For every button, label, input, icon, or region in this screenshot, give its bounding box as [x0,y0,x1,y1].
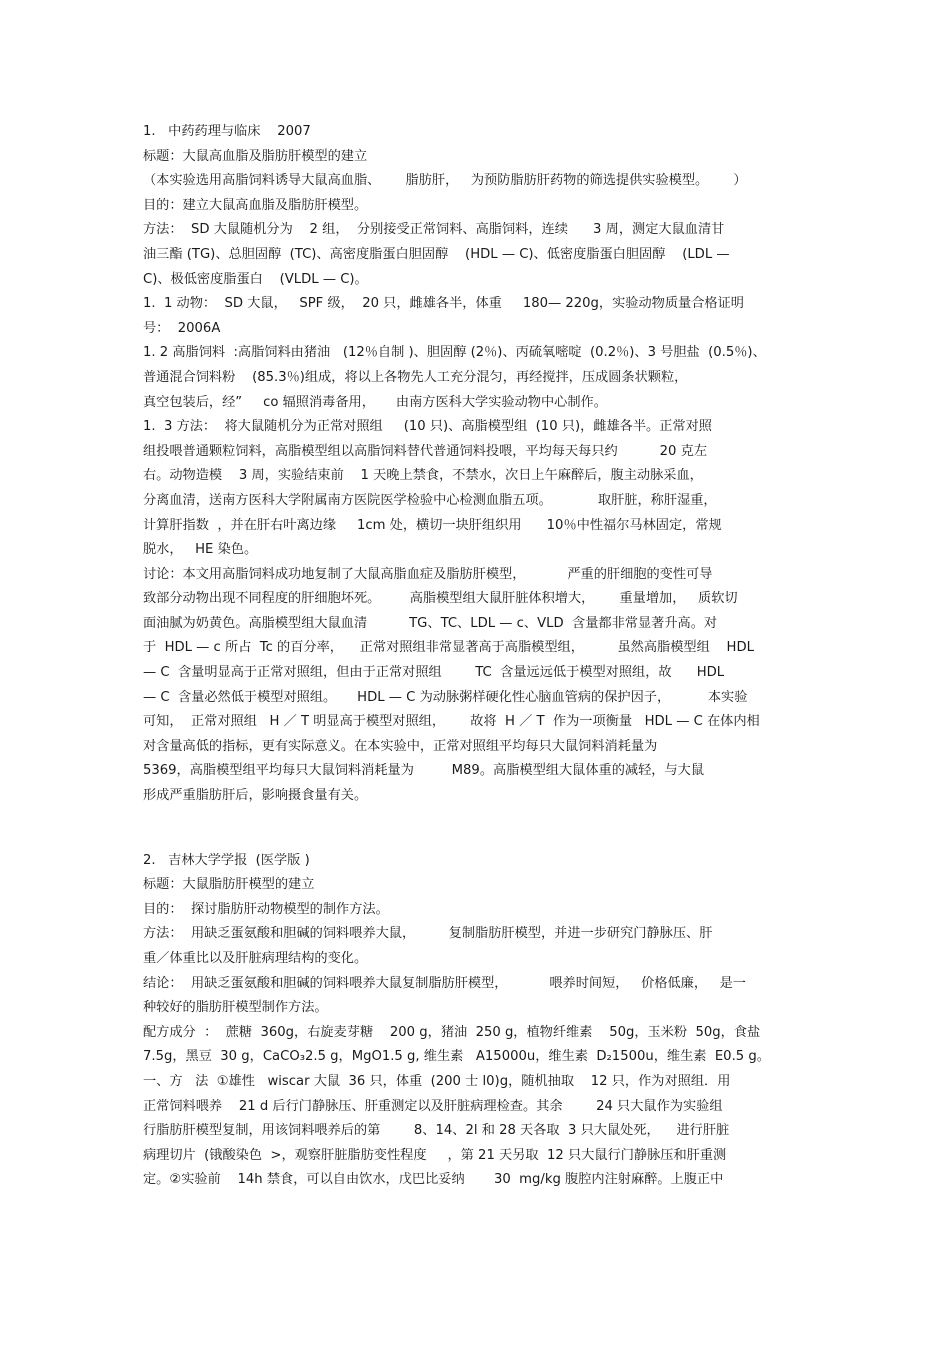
text-line: 讨论：本文用高脂饲料成功地复制了大鼠高脂血症及脂肪肝模型， 严重的肝细胞的变性可导 [143,566,713,582]
text-line: 标题：大鼠脂肪肝模型的建立 [143,877,315,893]
text-line: 分离血清，送南方医科大学附属南方医院医学检验中心检测血脂五项。 取肝脏，称肝湿重， [143,492,717,508]
text-line: — C 含量明显高于正常对照组，但由于正常对照组 TC 含量远远低于模型对照组，故 HDL [143,665,725,681]
text-line: 真空包装后，经” co 辐照消毒备用， 由南方医科大学实验动物中心制作。 [143,394,607,410]
text-line: 结论： 用缺乏蛋氨酸和胆碱的饲料喂养大鼠复制脂肪肝模型， 喂养时间短， 价格低廉， 是一 [143,975,746,991]
text-line: 定。②实验前 14h 禁食，可以自由饮水，戊巴比妥纳 30 mg/kg 腹腔内注射麻醉。上腹正中 [143,1172,724,1188]
text-line: 2. 吉林大学学报 (医学版 ) [143,852,310,868]
text-line: 右。动物造模 3 周，实验结束前 1 天晚上禁食，不禁水，次日上午麻醉后，腹主动脉采血， [143,468,703,484]
text-line: 7.5g，黑豆 30 g，CaCO₃2.5 g，MgO1.5 g, 维生素 A15000u，维生素 D₂1500u，维生素 E0.5 g。 [143,1049,770,1065]
text-line: 病理切片 (锇酸染色 >，观察肝脏脂肪变性程度 ，第 21 天另取 12 只大鼠行门静脉压和肝重测 [143,1147,727,1163]
text-line: 对含量高低的指标，更有实际意义。在本实验中，正常对照组平均每只大鼠饲料消耗量为 [143,738,658,754]
text-line: 可知， 正常对照组 H ／ T 明显高于模型对照组， 故将 H ／ T 作为一项衡量 HDL — C 在体内相 [143,714,760,730]
text-line: 1. 3 方法： 将大鼠随机分为正常对照组 (10 只)、高脂模型组 (10 只)，雌雄各半。正常对照 [143,419,712,435]
text-line: 正常饲料喂养 21 d 后行门静脉压、肝重测定以及肝脏病理检查。其余 24 只大鼠作为实验组 [143,1098,723,1114]
text-line: 计算肝指数 ，并在肝右叶离边缘 1cm 处，横切一块肝组织用 10％中性福尔马林固定，常规 [143,517,722,533]
section-gap [143,809,813,849]
text-line: 种较好的脂肪肝模型制作方法。 [143,1000,328,1016]
text-line: 普通混合饲料粉 (85.3％)组成，将以上各物先人工充分混匀，再经搅拌，压成圆条状颗粒， [143,369,688,385]
text-line: 目的：建立大鼠高血脂及脂肪肝模型。 [143,197,368,213]
document-body [143,120,813,1193]
text-line: — C 含量必然低于模型对照组。 HDL — C 为动脉粥样硬化性心脑血管病的保护因子， 本实验 [143,689,748,705]
text-line: 油三酯 (TG)、总胆固醇 (TC)、高密度脂蛋白胆固醇 (HDL — C)、低密度脂蛋白胆固醇 (LDL — [143,246,730,262]
text-line: 1. 中药药理与临床 2007 [143,124,311,139]
text-line: 1. 2 高脂饲料 :高脂饲料由猪油 (12％自制 )、胆固醇 (2％)、丙硫氧嘧啶 (0.2％)、3 号胆盐 (0.5％)、 [143,345,766,361]
section-1 [143,120,813,809]
text-line: 目的： 探讨脂肪肝动物模型的制作方法。 [143,901,389,917]
text-line: 于 HDL — c 所占 Tc 的百分率， 正常对照组非常显著高于高脂模型组， 虽然高脂模型组 HDL [143,640,754,656]
text-line: 5369，高脂模型组平均每只大鼠饲料消耗量为 M89。高脂模型组大鼠体重的减轻，与大鼠 [143,763,705,779]
text-line: （本实验选用高脂饲料诱导大鼠高血脂、 脂肪肝， 为预防脂肪肝药物的筛选提供实验模型。 ） [143,173,747,189]
text-line: 行脂肪肝模型复制，用该饲料喂养后的第 8、14、2l 和 28 天各取 3 只大鼠处死， 进行肝脏 [143,1123,730,1139]
text-line: 重／体重比以及肝脏病理结构的变化。 [143,951,368,966]
text-line: 面油腻为奶黄色。高脂模型组大鼠血清 TG、TC、LDL — c、VLD 含量都非常显著升高。对 [143,615,718,631]
text-line: 一、方 法 ①雄性 wiscar 大鼠 36 只，体重 (200 士 l0)g，随机抽取 12 只，作为对照组．用 [143,1073,731,1089]
text-line: 1. 1 动物： SD 大鼠， SPF 级， 20 只，雌雄各半，体重 180— 220g，实验动物质量合格证明 [143,296,744,312]
text-line: 方法： 用缺乏蛋氨酸和胆碱的饲料喂养大鼠， 复制脂肪肝模型，并进一步研究门静脉压、肝 [143,926,713,942]
text-line: 形成严重脂肪肝后，影响摄食量有关。 [143,788,368,804]
text-line: 致部分动物出现不同程度的肝细胞坏死。 高脂模型组大鼠肝脏体积增大， 重量增加， 质软切 [143,591,738,607]
text-line: 方法： SD 大鼠随机分为 2 组， 分别接受正常饲料、高脂饲料，连续 3 周，测定大鼠血清甘 [143,222,725,238]
text-line: 号： 2006A [143,320,221,336]
text-line: 脱水， HE 染色。 [143,542,258,558]
text-line: 标题：大鼠高血脂及脂肪肝模型的建立 [143,148,368,164]
text-line: C)、极低密度脂蛋白 (VLDL — C)。 [143,271,368,287]
text-line: 组投喂普通颗粒饲料，高脂模型组以高脂饲料替代普通饲料投喂，平均每天每只约 20 克左 [143,443,708,459]
text-line: 配方成分 ： 蔗糖 360g，右旋麦芽糖 200 g，猪油 250 g，植物纤维素 50g，玉米粉 50g，食盐 [143,1024,761,1040]
section-2 [143,849,813,1193]
